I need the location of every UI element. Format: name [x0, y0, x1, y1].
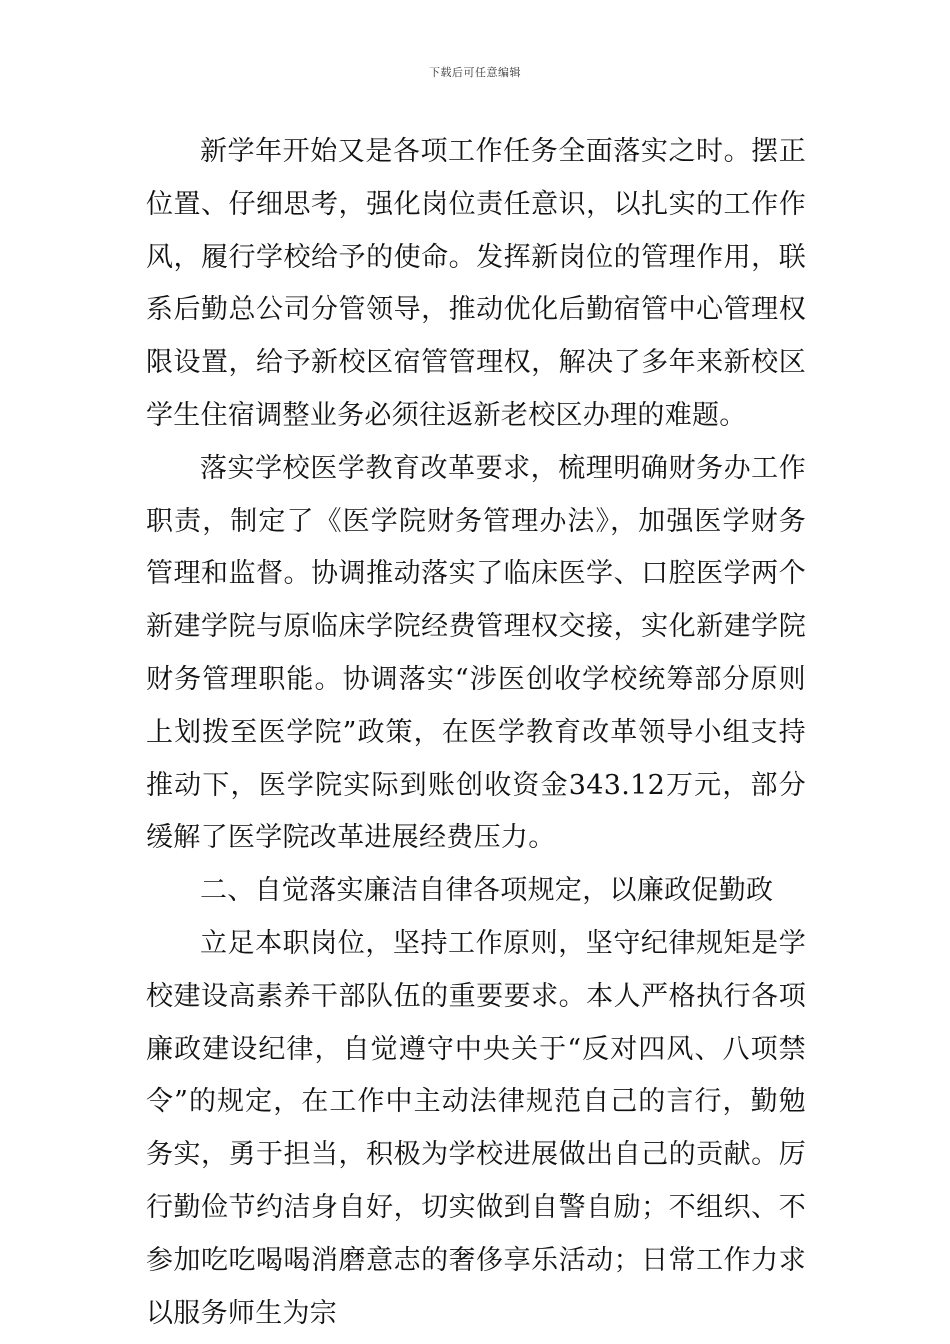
section-heading-integrity: 二、自觉落实廉洁自律各项规定，以廉政促勤政: [200, 875, 774, 907]
header-note: 下载后可任意编辑: [429, 66, 521, 79]
paragraph-integrity: 立足本职岗位，坚持工作原则，坚守纪律规矩是学校建设高素养干部队伍的重要要求。本人严格执行各项廉政建设纪律，自觉遵守中央关于“反对四风、八项禁令”的规定，在工作中主动法律规范自己的言行，勤勉务实，勇于担当，积极为学校进展做出自己的贡献。厉行勤俭节约洁身自好，切实做到自警自励；不组织、不参加吃吃喝喝消磨意志的奢侈享乐活动；日常工作力求以服务师生为宗: [146, 927, 806, 1329]
paragraph-work-duty: 新学年开始又是各项工作任务全面落实之时。摆正位置、仔细思考，强化岗位责任意识，以扎实的工作作风，履行学校给予的使命。发挥新岗位的管理作用，联系后勤总公司分管领导，推动优化后勤宿管中心管理权限设置，给予新校区宿管管理权，解决了多年来新校区学生住宿调整业务必须往返新老校区办理的难题。: [146, 136, 806, 431]
document-body: [146, 126, 806, 1340]
paragraph-medical-reform: 落实学校医学教育改革要求，梳理明确财务办工作职责，制定了《医学院财务管理办法》，加强医学财务管理和监督。协调推动落实了临床医学、口腔医学两个新建学院与原临床学院经费管理权交接，实化新建学院财务管理职能。协调落实“涉医创收学校统筹部分原则上划拨至医学院”政策，在医学教育改革领导小组支持推动下，医学院实际到账创收资金343.12万元，部分缓解了医学院改革进展经费压力。: [146, 452, 806, 854]
